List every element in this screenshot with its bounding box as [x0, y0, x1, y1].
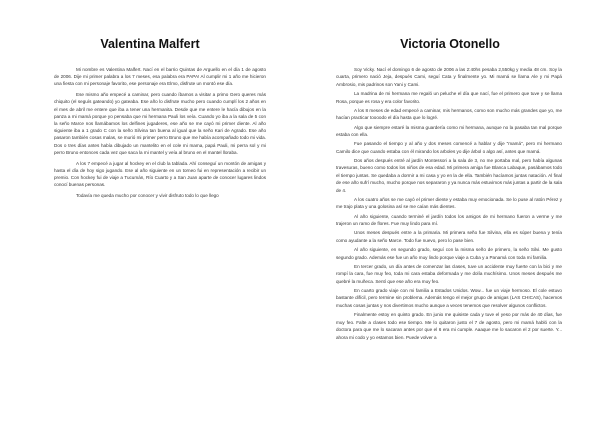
paragraph: Mi nombre es Valentina Malfert. Nací en el barrio Quintas de Arguello en el día 1 de agosto de 2006. Dije mi primer palabra a los 7 meses, esa palabra era PAPA! Al cumplir mi 1 año me hicieron una fiesta con mi personaje favorito, ese personaje era Elmo, disfrute un montó ese día. [54, 67, 266, 87]
paragraph: Soy Vicky. Nací el domingo 6 de agosto de 2006 a las 2:40hs pesaba 2,550kg y media 48 cm. Soy la cuarta, primero nació Jeja, después Cami, seguí Cata y finalmente yo. Mi mamá se llama Ale y mi Papá Ambrosio, mis padrinos son Yani y Cami. [336, 67, 562, 87]
paragraph: A los 8 meses de edad empecé a caminar, mis hermanos, como son mucho más grandes que yo, me hacían practicar toooodo el día hasta que lo logré. [336, 107, 562, 121]
page-title: Valentina Malfert [100, 37, 200, 51]
paragraph: Dos años después entré al jardín Montessori a la sala de 3, no me portaba mal, pero había algunas travesuras, bueno como todos los niños de esa edad. Mi primera amiga fue Blanca Labaque, pasábamos todo el tiempo juntas. Se quedaba a dormir a mi casa y yo en la de ella. También hacíamos juntas natación. Al final de ese año sufrí mucho, mucho porque nos separaron y ya nunca más estuvimos más juntas a partir de la sala de 4. [336, 157, 562, 193]
paragraph: Todavía me queda mucho por conocer y vivir disfruto todo lo que llego [76, 193, 219, 199]
paragraph: Ese mismo año empecé a caminar, pero cuando íbamos a visitar a primo Gero queres más chiquito (el seguís gateando) yo gateaba. Ese año lo disfrute mucho pero cuando cumplí los 2 años en el mes de abril me entere que iba a tener una hermanita. Desde que me entere le hacía dibujos en la panza a mi mamá porque yo pensaba que mi hermana Pauli los veía. Cuando yo iba a la sala de 5 con la seño Marce nos llamábamos los delfines jugaderes, ese año se me cayó mi primer diente. Al año siguiente iba a 1 grado C con la seño Silvina tan buena al igual que la seño Kari de Agrado. Ese año pasaron también cosas malas, se murió mi primer perro Bruno que me había acompañado todo mi vida. Dos o tres días antes había dibujado un mantelito en el cole mi mama, papá Pauli, mi perra sol y mi perro Bruno entonces cada vez que saca la mi mantel y veía al bruno en el mantel lloraba. [54, 92, 266, 155]
paragraph: En tercer grado, un día antes de comenzar las clases, tuve un accidente muy fuerte con la bici y me rompí la cara, fue muy feo, toda mi cara estaba deformada y me dolía muchísimo. Unos meses después me quebré la muñeca. Sentí que ese año era muy feo. [336, 263, 562, 284]
paragraph: A los cuatro años se me cayó el primer diente y estaba muy emocionada. Se lo puse al ratón Pérez y me trajo plata y una golosina así se me caían más dientes. [336, 197, 562, 210]
paragraph: Unos meses después entre a la primaria. Mi primera seño fue Silvina, ella es súper buena y tenía como ayudante a la seño Marce. Todo fue nuevo, pero lo pase bien. [336, 230, 562, 243]
paragraph: La madrina de mi hermana me regaló un peluche el día que nací, fue el primero que tuve y se llama Rosa, porque es rosa y era color favorito. [336, 91, 562, 104]
paragraph: A los 7 empecé a jugar al hockey en el club la tablada. Ahí conseguí un montón de amigas y hasta el día de hoy sigo jugando. Ese al año siguiente en un torneo fui en representación a recibir un premio. Con hockey fui de viaje a Tucumán, Río Cuarto y a San Juan aparte de conocer lugares lindos conocí buenas personas. [54, 160, 266, 188]
paragraph: Algo que siempre estaré la misma guardería como mi hermana, aunque no la pasaba tan mal porque estaba con ella. [336, 124, 562, 138]
paragraph: Al año siguiente, en segundo grado, seguí con la misma seño de primero, la seño Silvi. Me gusto segundo grado. Además ese fue un año muy lindo porque viaje a Cuba y a Panamá con toda mi familia. [336, 247, 562, 260]
page-body [54, 66, 266, 203]
page-title: Victoria Otonello [400, 37, 500, 51]
right-page [300, 0, 600, 424]
paragraph: Finalmente estoy en quinto grado. En junio me quisiste cada y tuve el yeso por más de 40 días, fue muy feo. Falte a clases todo ese tiempo. Me lo quitaron justo el 7 de agosto, pero mi mamá habló con la doctora para que me lo sacaran antes por que el 6 era mi cumple. Aaaque me lo sacaron el 2 por suerte. Y... ahora mi codo y yo estamos bien. Puede volver a [336, 312, 562, 340]
paragraph: En cuarto grado viaje con mi familia a Estados Unidos. Wow... fue un viaje hermoso. El cole estuvo bastante difícil, pero termine sin problema. Además tengo el mejor grupo de amigas (LAS CHICAS), hacemos muchas cosas juntas y nos divertimos mucho aunque a veces tenemos que resolver algunos conflictos. [336, 288, 562, 308]
page-body [336, 66, 562, 343]
paragraph: Al año siguiente, cuando terminé el jardín todos los amigos de mi hermano fueron a verme y me trajeron un ramo de flores. Fue muy lindo para mí. [336, 213, 562, 227]
paragraph: Fue pasando el tiempo y al año y dos meses comencé a hablar y dije "mamá", pero mi hermano Camilo dice que cuando estaba con él mirando los arboles yo dije árbol o algo así, antes que mamá. [336, 141, 562, 154]
